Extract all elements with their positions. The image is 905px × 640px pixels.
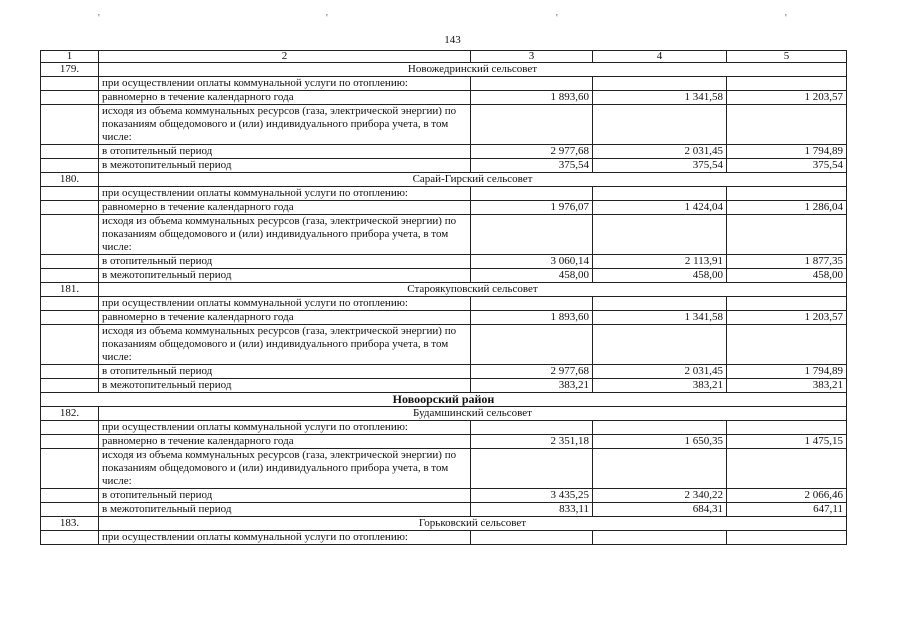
- empty-cell: [593, 77, 727, 91]
- row-label: в межотопительный период: [99, 503, 471, 517]
- tariff-value: 2 351,18: [471, 435, 593, 449]
- settlement-name: Сарай-Гирский сельсовет: [99, 173, 847, 187]
- tariff-value: 2 031,45: [593, 365, 727, 379]
- interheating-period-row: [41, 379, 847, 393]
- heating-period-row: [41, 365, 847, 379]
- tariff-value: 1 794,89: [727, 145, 847, 159]
- empty-cell: [41, 449, 99, 489]
- empty-cell: [41, 269, 99, 283]
- tariff-table: [40, 50, 847, 545]
- empty-cell: [727, 325, 847, 365]
- metering-basis-row: [41, 449, 847, 489]
- scan-dot: ': [785, 13, 787, 24]
- settlement-name: Будамшинский сельсовет: [99, 407, 847, 421]
- tariff-value: 1 203,57: [727, 311, 847, 325]
- empty-cell: [593, 421, 727, 435]
- uniform-payment-row: [41, 91, 847, 105]
- settlement-row: [41, 407, 847, 421]
- interheating-period-row: [41, 503, 847, 517]
- tariff-value: 458,00: [471, 269, 593, 283]
- row-label: при осуществлении оплаты коммунальной услуги по отоплению:: [99, 421, 471, 435]
- tariff-value: 1 424,04: [593, 201, 727, 215]
- row-label: исходя из объема коммунальных ресурсов (газа, электрической энергии) по показаниям общедомового и (или) индивидуального прибора учета, в том числе:: [99, 105, 471, 145]
- column-number-row: [41, 51, 847, 63]
- settlement-row: [41, 63, 847, 77]
- tariff-value: 2 340,22: [593, 489, 727, 503]
- empty-cell: [41, 421, 99, 435]
- row-label: в отопительный период: [99, 145, 471, 159]
- heating-period-row: [41, 145, 847, 159]
- row-number: 181.: [41, 283, 99, 297]
- interheating-period-row: [41, 159, 847, 173]
- settlement-name: Староякуповский сельсовет: [99, 283, 847, 297]
- row-number: 183.: [41, 517, 99, 531]
- empty-cell: [41, 503, 99, 517]
- column-number: 4: [593, 51, 727, 63]
- empty-cell: [727, 449, 847, 489]
- tariff-value: 2 113,91: [593, 255, 727, 269]
- empty-cell: [593, 531, 727, 545]
- empty-cell: [593, 325, 727, 365]
- empty-cell: [471, 325, 593, 365]
- heating-payment-heading-row: [41, 297, 847, 311]
- row-label: при осуществлении оплаты коммунальной услуги по отоплению:: [99, 531, 471, 545]
- empty-cell: [41, 105, 99, 145]
- tariff-value: 684,31: [593, 503, 727, 517]
- empty-cell: [41, 215, 99, 255]
- tariff-value: 2 066,46: [727, 489, 847, 503]
- tariff-value: 1 286,04: [727, 201, 847, 215]
- empty-cell: [727, 105, 847, 145]
- row-label: в отопительный период: [99, 489, 471, 503]
- uniform-payment-row: [41, 435, 847, 449]
- tariff-value: 833,11: [471, 503, 593, 517]
- empty-cell: [471, 531, 593, 545]
- empty-cell: [41, 297, 99, 311]
- heating-period-row: [41, 489, 847, 503]
- empty-cell: [471, 421, 593, 435]
- row-label: в межотопительный период: [99, 159, 471, 173]
- row-label: в отопительный период: [99, 255, 471, 269]
- empty-cell: [471, 77, 593, 91]
- empty-cell: [41, 255, 99, 269]
- district-name: Новоорский район: [41, 393, 847, 407]
- row-label: в межотопительный период: [99, 379, 471, 393]
- empty-cell: [41, 159, 99, 173]
- empty-cell: [727, 297, 847, 311]
- tariff-value: 1 475,15: [727, 435, 847, 449]
- tariff-value: 1 976,07: [471, 201, 593, 215]
- tariff-value: 1 794,89: [727, 365, 847, 379]
- row-number: 179.: [41, 63, 99, 77]
- tariff-value: 458,00: [727, 269, 847, 283]
- tariff-value: 375,54: [593, 159, 727, 173]
- empty-cell: [41, 435, 99, 449]
- district-row: [41, 393, 847, 407]
- tariff-value: 1 650,35: [593, 435, 727, 449]
- settlement-row: [41, 517, 847, 531]
- empty-cell: [727, 77, 847, 91]
- empty-cell: [41, 365, 99, 379]
- empty-cell: [471, 297, 593, 311]
- empty-cell: [593, 215, 727, 255]
- tariff-table-body: [41, 51, 847, 545]
- empty-cell: [471, 449, 593, 489]
- empty-cell: [593, 187, 727, 201]
- tariff-value: 383,21: [727, 379, 847, 393]
- empty-cell: [41, 77, 99, 91]
- metering-basis-row: [41, 215, 847, 255]
- settlement-row: [41, 173, 847, 187]
- row-label: в отопительный период: [99, 365, 471, 379]
- tariff-value: 3 060,14: [471, 255, 593, 269]
- empty-cell: [41, 325, 99, 365]
- tariff-value: 1 341,58: [593, 91, 727, 105]
- tariff-value: 458,00: [593, 269, 727, 283]
- tariff-value: 1 893,60: [471, 311, 593, 325]
- empty-cell: [41, 531, 99, 545]
- tariff-value: 383,21: [593, 379, 727, 393]
- empty-cell: [727, 421, 847, 435]
- empty-cell: [41, 311, 99, 325]
- empty-cell: [593, 105, 727, 145]
- tariff-value: 2 977,68: [471, 145, 593, 159]
- tariff-value: 1 203,57: [727, 91, 847, 105]
- metering-basis-row: [41, 105, 847, 145]
- row-number: 180.: [41, 173, 99, 187]
- tariff-value: 383,21: [471, 379, 593, 393]
- empty-cell: [727, 531, 847, 545]
- empty-cell: [593, 449, 727, 489]
- settlement-name: Новожедринский сельсовет: [99, 63, 847, 77]
- row-label: при осуществлении оплаты коммунальной услуги по отоплению:: [99, 77, 471, 91]
- heating-payment-heading-row: [41, 421, 847, 435]
- heating-payment-heading-row: [41, 187, 847, 201]
- column-number: 2: [99, 51, 471, 63]
- empty-cell: [727, 187, 847, 201]
- row-label: исходя из объема коммунальных ресурсов (газа, электрической энергии) по показаниям общедомового и (или) индивидуального прибора учета, в том числе:: [99, 449, 471, 489]
- empty-cell: [471, 215, 593, 255]
- heating-payment-heading-row: [41, 77, 847, 91]
- column-number: 1: [41, 51, 99, 63]
- empty-cell: [593, 297, 727, 311]
- settlement-row: [41, 283, 847, 297]
- page-number: 143: [444, 34, 461, 46]
- tariff-value: 1 877,35: [727, 255, 847, 269]
- column-number: 5: [727, 51, 847, 63]
- empty-cell: [41, 91, 99, 105]
- tariff-value: 375,54: [727, 159, 847, 173]
- settlement-name: Горьковский сельсовет: [99, 517, 847, 531]
- row-label: при осуществлении оплаты коммунальной услуги по отоплению:: [99, 187, 471, 201]
- scan-dot: ': [556, 13, 558, 24]
- heating-payment-heading-row: [41, 531, 847, 545]
- empty-cell: [471, 187, 593, 201]
- row-label: исходя из объема коммунальных ресурсов (газа, электрической энергии) по показаниям общедомового и (или) индивидуального прибора учета, в том числе:: [99, 325, 471, 365]
- row-label: при осуществлении оплаты коммунальной услуги по отоплению:: [99, 297, 471, 311]
- row-label: исходя из объема коммунальных ресурсов (газа, электрической энергии) по показаниям общедомового и (или) индивидуального прибора учета, в том числе:: [99, 215, 471, 255]
- interheating-period-row: [41, 269, 847, 283]
- uniform-payment-row: [41, 201, 847, 215]
- row-label: равномерно в течение календарного года: [99, 311, 471, 325]
- row-label: в межотопительный период: [99, 269, 471, 283]
- tariff-value: 375,54: [471, 159, 593, 173]
- heating-period-row: [41, 255, 847, 269]
- tariff-value: 3 435,25: [471, 489, 593, 503]
- scan-dot: ': [326, 13, 328, 24]
- tariff-value: 1 893,60: [471, 91, 593, 105]
- empty-cell: [41, 489, 99, 503]
- tariff-value: 2 031,45: [593, 145, 727, 159]
- row-label: равномерно в течение календарного года: [99, 201, 471, 215]
- row-label: равномерно в течение календарного года: [99, 91, 471, 105]
- scan-dot: ': [98, 13, 100, 24]
- empty-cell: [41, 145, 99, 159]
- row-number: 182.: [41, 407, 99, 421]
- empty-cell: [41, 187, 99, 201]
- empty-cell: [41, 379, 99, 393]
- metering-basis-row: [41, 325, 847, 365]
- tariff-value: 1 341,58: [593, 311, 727, 325]
- empty-cell: [41, 201, 99, 215]
- empty-cell: [471, 105, 593, 145]
- tariff-value: 2 977,68: [471, 365, 593, 379]
- tariff-value: 647,11: [727, 503, 847, 517]
- empty-cell: [727, 215, 847, 255]
- row-label: равномерно в течение календарного года: [99, 435, 471, 449]
- column-number: 3: [471, 51, 593, 63]
- uniform-payment-row: [41, 311, 847, 325]
